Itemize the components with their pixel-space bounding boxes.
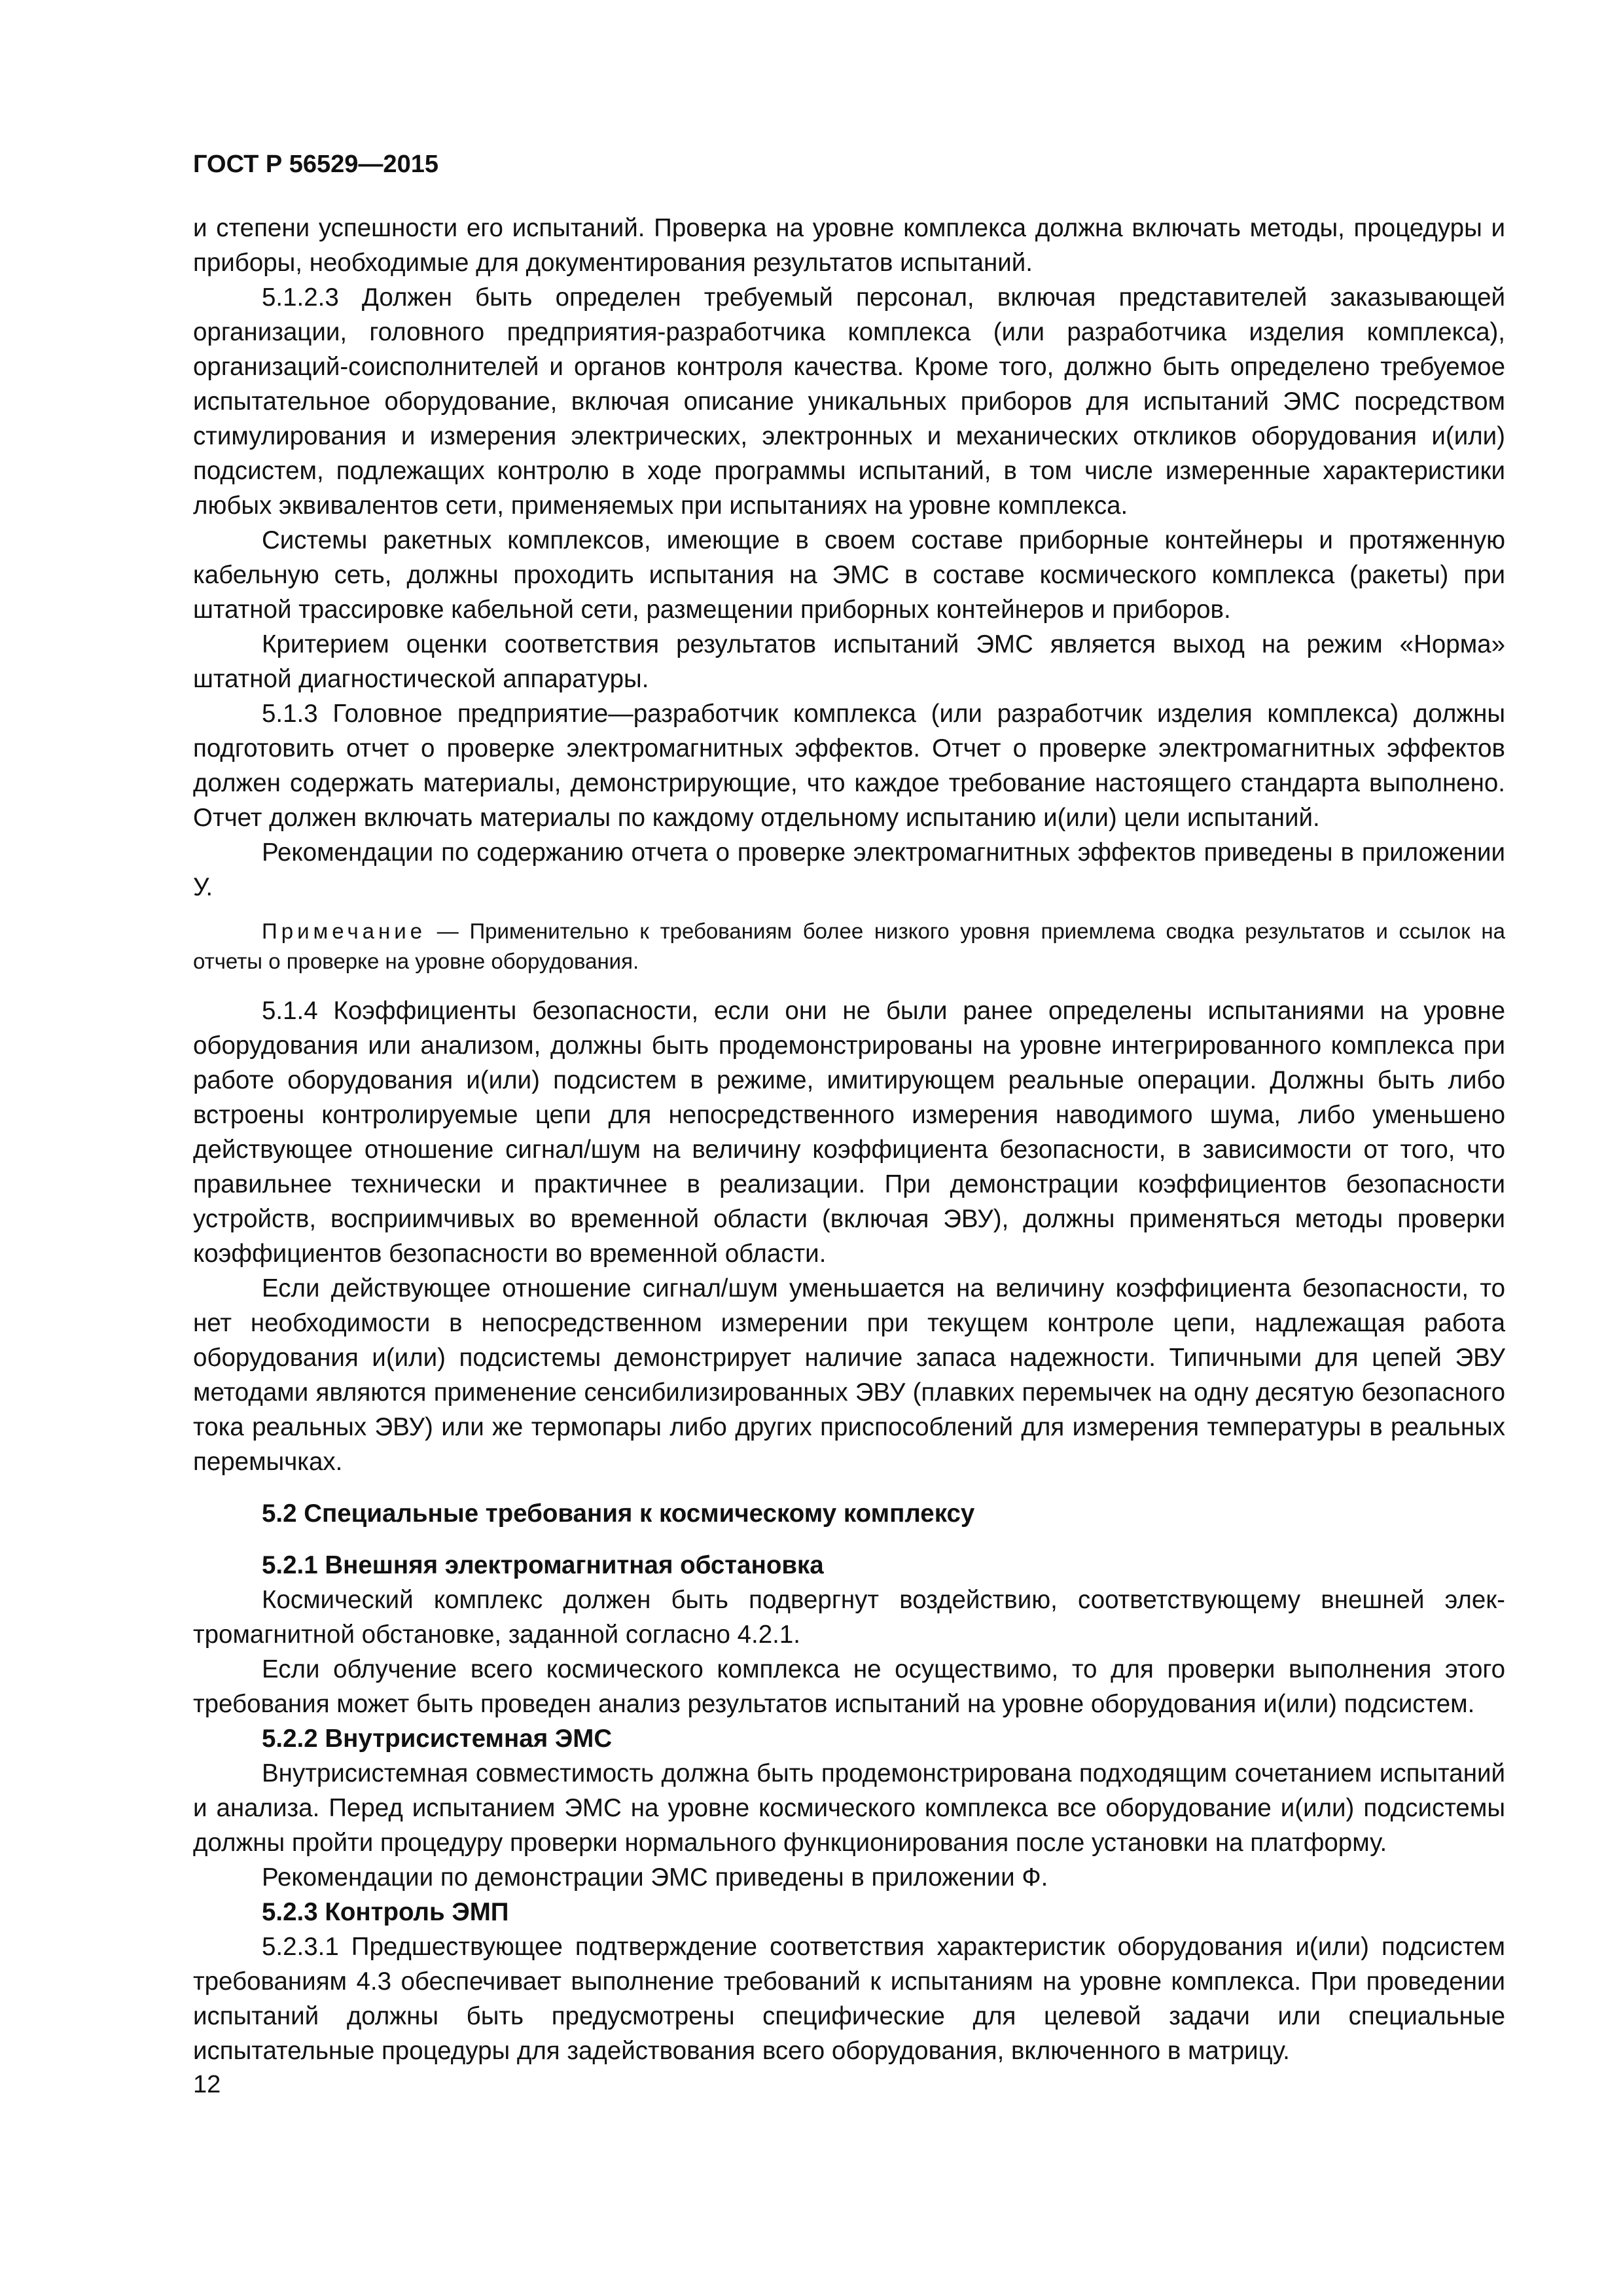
section-heading-5-2: 5.2 Специальные требования к космическому комплексу [262, 1499, 975, 1528]
paragraph: Системы ракетных комплексов, имеющие в своем составе приборные контейнеры и протяженную кабельную сеть, должны проходить испытания на ЭМС в составе космического комплекса (ракеты) при штатной трассировке кабельной сети, размещении приборных контейнеров и приборов. [193, 526, 1505, 624]
paragraph: 5.1.4 Коэффициенты безопасности, если они не были ранее определены испытаниями на уровне оборудования или анализом, должны быть продемонстрированы на уровне интегрированного комплекса при работе оборудования и(или) подсистем в режиме, имитирующем реальные операции. Должны быть либо встроены контролируемые цепи для непосредственного измерения наводимого шума, либо уменьшено действующее отношение сигнал/шум на величину коэффициента безопасности, в зависимости от того, что правильнее технически и практичнее в реализации. При демонстрации коэффициентов безопасности устройств, восприимчивых во временной области (включая ЭВУ), должны применяться методы проверки коэффициентов безопасности во временной области. [193, 997, 1505, 1268]
note [193, 916, 1505, 977]
paragraph: Внутрисистемная совместимость должна быть продемонстрирована подходящим сочетанием испытаний и анализа. Перед испытанием ЭМС на уровне космического комплекса все оборудование и(или) подсистемы должны пройти процедуру проверки нормального функционирования после установки на платформу. [193, 1759, 1505, 1857]
document-code-header: ГОСТ Р 56529—2015 [193, 151, 438, 178]
paragraph: Рекомендации по демонстрации ЭМС приведены в приложении Ф. [262, 1863, 1048, 1892]
paragraph: Если действующее отношение сигнал/шум уменьшается на величину коэффициента безопасности, то нет необходимости в непосредственном измерении при текущем контроле цепи, надлежащая работа оборудования и(или) подсистемы демонстрирует наличие запаса надежности. Типичными для цепей ЭВУ методами являются применение сенсибилизированных ЭВУ (плавких перемычек на одну десятую безопасного тока реальных ЭВУ) или же термопары либо других приспособлений для измерения температуры в реальных перемычках. [193, 1274, 1505, 1476]
subsection-heading-5-2-3: 5.2.3 Контроль ЭМП [262, 1898, 509, 1926]
subsection-heading-5-2-2: 5.2.2 Внутрисистемная ЭМС [262, 1725, 613, 1753]
paragraph: 5.1.2.3 Должен быть определен требуемый персонал, включая представителей заказывающей организации, головного предприятия-разработчика комплекса (или разработчика изделия комплекса), организаций-соисполнителей и органов контроля качества. Кроме того, должно быть определено требуемое испытательное оборудование, включая описание уникальных приборов для испытаний ЭМС посредством стимулирования и измерения электрических, электронных и механических откликов оборудования и(или) подсистем, подлежащих контролю в ходе программы испытаний, в том числе измеренные характеристики любых эквивалентов сети, применяемых при испытаниях на уровне комплекса. [193, 283, 1505, 520]
page-body [193, 149, 1505, 2068]
paragraph: Если облучение всего космического комплекса не осуществимо, то для проверки выполнения этого требования может быть проведен анализ результатов испытаний на уровне оборудования и(или) подсистем. [193, 1655, 1505, 1718]
paragraph: 5.1.3 Головное предприятие—разработчик комплекса (или разработчик изделия комплекса) должны подготовить отчет о проверке электромагнитных эффектов. Отчет о проверке электромагнитных эффектов должен содержать материалы, демонстрирующие, что каждое требование настоящего стандарта выполнено. Отчет должен включать материалы по каждому отдельному испытанию и(или) цели испытаний. [193, 700, 1505, 832]
note-label: Примечание [262, 919, 427, 943]
subsection-heading-5-2-1: 5.2.1 Внешняя электромагнитная обстановка [262, 1551, 824, 1579]
paragraph: 5.2.3.1 Предшествующее подтверждение соответствия характеристик оборудования и(или) подсистем требованиям 4.3 обеспечивает выполнение требований к испытаниям на уровне комплекса. При проведении испытаний должны быть предусмотрены специфические для целевой задачи или специальные испытательные процедуры для задействования всего оборудования, включенного в матрицу. [193, 1933, 1505, 2065]
note-text: — Применительно к требованиям более низкого уровня приемлема сводка результатов и ссылок на отчеты о проверке на уровне оборудования. [193, 919, 1505, 973]
page-number: 12 [193, 2071, 221, 2098]
paragraph: и степени успешности его испытаний. Проверка на уровне комплекса должна включать методы, процедуры и приборы, необходимые для документирования результатов испытаний. [193, 214, 1505, 277]
paragraph: Критерием оценки соответствия результатов испытаний ЭМС является выход на режим «Норма» штатной диагностической аппаратуры. [193, 630, 1505, 693]
paragraph: Рекомендации по содержанию отчета о проверке электромагнитных эффектов приведены в приложении У. [193, 838, 1505, 901]
paragraph: Космический комплекс должен быть подвергнут воздействию, соответствующему внешней электромагнитной обстановке, заданной согласно 4.2.1. [193, 1586, 1505, 1649]
